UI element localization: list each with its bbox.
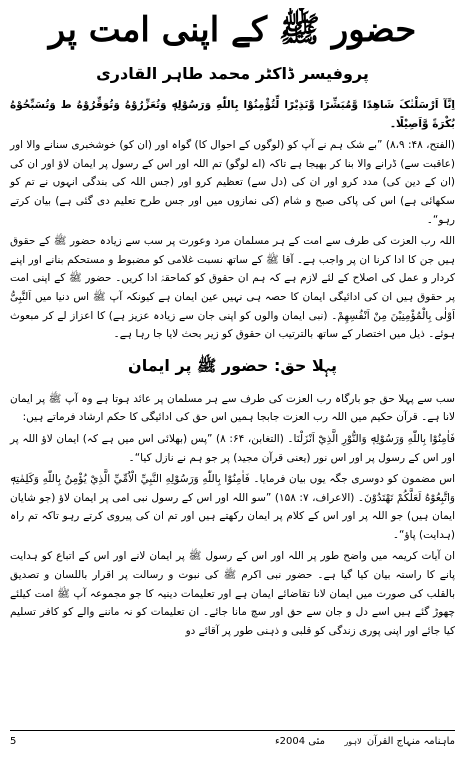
page-footer: [10, 730, 455, 753]
article-title: حضور ﷺ کے اپنی امت پر: [48, 10, 417, 50]
body-paragraph: ان آیات کریمہ میں واضح طور پر اللہ اور اس کے رسول ﷺ پر ایمان لانے اور اس کے اتباع کو ہدایت پانے کا راستہ بیان کیا گیا ہے۔ حضور نبی اکرم ﷺ کی نبوت و رسالت پر اقرار باللسان و تصدیق بالقلب کی صورت میں ایمان لانا تقاضائے ایمان ہے اور تعلیمات دینیہ کا جو مجموعہ آپ ﷺ امت کیلئے چھوڑ گئے ہیں اسے دل و جان سے حق اور سچ مانا جائے۔ ان تعلیمات کو نہ ماننے والے کو کافر تسلیم کیا جائے اور اپنی پوری زندگی کو قلبی و ذہنی طور پر آقائے دو: [10, 550, 455, 637]
author-name: پروفیسر ڈاکٹر محمد طاہر القادری: [96, 64, 369, 83]
verse-translation: (الفتح، ۴۸: ۸،۹) ”بے شک ہم نے آپ کو (لوگوں کے احوال کا) گواہ اور (ان کو) خوشخبری سنانے والا اور (عاقبت سے) ڈرانے والا بنا کر بھیجا ہے تاکہ (اے لوگو) تم اللہ اور اس کے رسول پر ایمان لاؤ اور ان کی (ان کے دین کی) مدد کرو اور ان کی (دل سے) تعظیم کرو اور (جس اللہ کی بندگی انہوں نے تم کو سکھائی ہے) اس کی پاکی صبح و شام (کی نمازوں میں اور جس طرح تعلیم دی گئی ہے) بیان کرتے رہو“۔: [10, 139, 455, 226]
magazine-city: لاہور: [344, 737, 362, 746]
body-paragraph: اللہ رب العزت کی طرف سے امت کے ہر مسلمان مرد وعورت پر سب سے زیادہ حضور ﷺ کے حقوق ہیں جن کا ادا کرنا ان پر واجب ہے۔ آقا ﷺ کے ساتھ نسبت غلامی کو مضبوط و مستحکم بنانے اور اپنے کردار و عمل کی اصلاح کے لئے لازم ہے کہ ہم ان حقوق کو کماحقہٗ ادا کریں۔ حضور ﷺ کے اپنی امت پر حقوق ہیں ان کی ادائیگی ایمان کا حصہ ہی نہیں عین ایمان ہے کیونکہ آپ ﷺ اس دنیا میں اَلنَّبِیُّ اَوْلٰی بِالْمُؤْمِنِیْنَ مِنْ اَنْفُسِهِمْ۔ (نبی ایمان والوں کو اپنی جان سے زیادہ عزیز ہے) کا اعزاز لے کر مبعوث ہوئے۔ ذیل میں اختصار کے ساتھ بالترتیب ان حقوق کو زیر بحث لایا جا رہا ہے۔: [10, 235, 455, 341]
quranic-verse: اِنَّآ اَرْسَلْنٰکَ شَاهِدًا وَّمُبَشِّرًا وَّنَذِيْرًا لِّتُؤْمِنُوْا بِاللّٰهِ وَرَسُوْلِهٖ وَتُعَزِّرُوْهُ وَتُوَقِّرُوْهُ ط وَتُسَبِّحُوْهُ بُکْرَةً وَّاَصِيْلًا۔: [10, 99, 455, 130]
article-body: [10, 96, 455, 640]
quranic-verse-with-translation: فَاٰمِنُوْا بِاللّٰهِ وَرَسُوْلِهٖ وَالنُّوْرِ الَّذِيْٓ اَنْزَلْنَا۔ (التغابن، ۶۴: ۸) ”پس (بھلائی اس میں ہے کہ) ایمان لاؤ اللہ پر اور اس کے رسول پر اور اس نور (یعنی قرآن مجید) پر جو ہم نے نازل کیا“۔: [10, 432, 455, 464]
body-paragraph: اس مضمون کو دوسری جگہ یوں بیان فرمایا۔ فَاٰمِنُوْا بِاللّٰهِ وَرَسُوْلِهِ النَّبِيِّ الْاُمِّيِّ الَّذِيْ يُؤْمِنُ بِاللّٰهِ وَکَلِمٰتِهٖ وَاتَّبِعُوْهُ لَعَلَّکُمْ تَهْتَدُوْنَ۔ (الاعراف، ۷: ۱۵۸) ”سو اللہ اور اس کے رسول نبی امی پر ایمان لاؤ (جو شایان ایمان ہیں) جو اللہ پر اور اس کے کلام پر ایمان رکھتے ہیں اور تم ان کی پیروی کرتے رہو تاکہ تم راہ (ہدایت) پاؤ“۔: [10, 473, 455, 541]
magazine-name: [344, 732, 455, 752]
body-paragraph: سب سے پہلا حق جو بارگاہ رب العزت کی طرف سے ہر مسلمان پر عائد ہوتا ہے وہ آپ ﷺ پر ایمان لانا ہے۔ قرآن حکیم میں اللہ رب العزت جابجا ہمیں اس حق کی ادائیگی کا حکم ارشاد فرماتے ہیں:: [10, 392, 455, 424]
page-number: 5: [10, 736, 17, 747]
magazine-title: ماہنامہ منہاج القرآن: [366, 736, 455, 747]
issue-date: مئی 2004ء: [274, 736, 325, 747]
section-heading: پہلا حق: حضور ﷺ پر ایمان: [128, 355, 337, 375]
